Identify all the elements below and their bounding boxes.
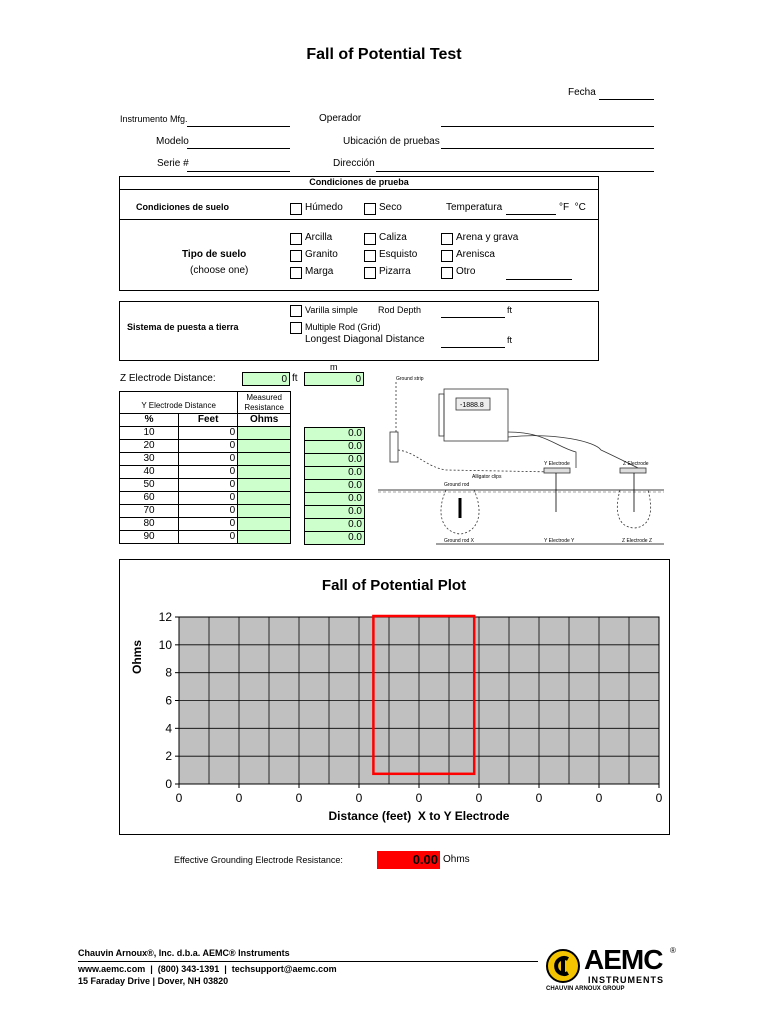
x-tick-label: 0 bbox=[595, 791, 603, 805]
seco-checkbox[interactable] bbox=[364, 203, 376, 215]
modelo-label: Modelo bbox=[156, 136, 189, 147]
x-tick-label: 0 bbox=[475, 791, 483, 805]
pizarra-label: Pizarra bbox=[379, 266, 411, 277]
bottom-y-label: Y Electrode Y bbox=[544, 538, 575, 544]
grounding-label: Sistema de puesta a tierra bbox=[127, 322, 239, 332]
pct-cell: 70 bbox=[120, 505, 179, 518]
meter-value-cell: 0.0 bbox=[305, 480, 365, 493]
fecha-field[interactable] bbox=[599, 99, 654, 100]
otro-label: Otro bbox=[456, 266, 476, 277]
meter-value-cell: 0.0 bbox=[305, 428, 365, 441]
bottom-z-label: Z Electrode Z bbox=[622, 538, 653, 544]
fecha-label: Fecha bbox=[568, 87, 596, 98]
esquisto-label: Esquisto bbox=[379, 249, 418, 260]
aemc-logo bbox=[544, 946, 680, 996]
address-line: 15 Faraday Drive | Dover, NH 03820 bbox=[78, 976, 229, 986]
operador-label: Operador bbox=[319, 113, 362, 124]
x-tick-label: 0 bbox=[355, 791, 363, 805]
pct-cell: 90 bbox=[120, 531, 179, 544]
fall-of-potential-chart bbox=[119, 559, 670, 835]
y-tick-label: 12 bbox=[158, 610, 172, 624]
humedo-checkbox[interactable] bbox=[290, 203, 302, 215]
display-readout: -1888.8 bbox=[460, 402, 484, 409]
rod-depth-label: Rod Depth bbox=[378, 305, 422, 315]
y-tick-label: 2 bbox=[165, 749, 172, 764]
arcilla-label: Arcilla bbox=[305, 232, 333, 243]
z-electrode-head bbox=[620, 468, 646, 473]
conditions-title: Condiciones de prueba bbox=[309, 177, 409, 187]
table-row bbox=[120, 479, 291, 492]
caliza-checkbox[interactable] bbox=[364, 233, 376, 245]
x-tick-label: 0 bbox=[235, 791, 243, 805]
ohms-unit: Ohms bbox=[443, 854, 470, 865]
y-electrode-label: Y Electrode bbox=[544, 461, 570, 467]
measured-header: Measured Resistance bbox=[238, 392, 291, 414]
company-name: Chauvin Arnoux®, Inc. d.b.a. AEMC® Instruments bbox=[78, 948, 290, 958]
table-row bbox=[120, 427, 291, 440]
pct-header: % bbox=[120, 414, 179, 427]
meter-value-cell: 0.0 bbox=[305, 493, 365, 506]
y-tick-label: 10 bbox=[158, 637, 172, 652]
direccion-field[interactable] bbox=[376, 171, 654, 172]
arenisca-checkbox[interactable] bbox=[441, 250, 453, 262]
ohms-input-cell[interactable] bbox=[238, 453, 291, 466]
bottom-x-label: Ground rod X bbox=[444, 538, 475, 544]
arena-checkbox[interactable] bbox=[441, 233, 453, 245]
table-row bbox=[120, 492, 291, 505]
z-lead bbox=[508, 436, 638, 468]
divider bbox=[119, 219, 599, 220]
table-row bbox=[120, 453, 291, 466]
ohms-header: Ohms bbox=[238, 414, 291, 427]
page-title: Fall of Potential Test bbox=[306, 46, 462, 63]
table-row bbox=[305, 506, 365, 519]
table-row bbox=[305, 441, 365, 454]
ohms-input-cell[interactable] bbox=[238, 479, 291, 492]
meter-value-cell: 0.0 bbox=[305, 454, 365, 467]
ohms-input-cell[interactable] bbox=[238, 440, 291, 453]
granito-label: Granito bbox=[305, 249, 338, 260]
tester-terminals bbox=[439, 394, 444, 436]
ubicacion-label: Ubicación de pruebas bbox=[343, 136, 440, 147]
meter-value-cell: 0.0 bbox=[305, 441, 365, 454]
alligator-label: Alligator clips bbox=[472, 474, 502, 480]
arena-label: Arena y grava bbox=[456, 232, 519, 243]
ground-rod-label: Ground rod bbox=[444, 482, 470, 488]
logo-text: AEMC bbox=[584, 944, 663, 975]
pct-cell: 30 bbox=[120, 453, 179, 466]
footer-divider bbox=[78, 961, 538, 962]
feet-header: Feet bbox=[179, 414, 238, 427]
pct-cell: 60 bbox=[120, 492, 179, 505]
seco-label: Seco bbox=[379, 202, 402, 213]
ground-strip-label: Ground strip bbox=[396, 376, 424, 382]
effective-value: 0.00 bbox=[377, 851, 440, 869]
table-row bbox=[120, 531, 291, 544]
granito-checkbox[interactable] bbox=[290, 250, 302, 262]
feet-cell: 0 bbox=[179, 440, 238, 453]
instrumento-label: Instrumento Mfg. bbox=[120, 114, 188, 124]
meter-value-cell: 0.0 bbox=[305, 506, 365, 519]
table-row bbox=[120, 440, 291, 453]
aemc-logo-icon bbox=[546, 949, 580, 983]
diagonal-field[interactable] bbox=[441, 347, 505, 348]
humedo-label: Húmedo bbox=[305, 202, 343, 213]
temperatura-field[interactable] bbox=[506, 214, 556, 215]
direccion-label: Dirección bbox=[333, 158, 375, 169]
feet-cell: 0 bbox=[179, 479, 238, 492]
feet-cell: 0 bbox=[179, 505, 238, 518]
operador-field[interactable] bbox=[441, 126, 654, 127]
temperatura-label: Temperatura bbox=[446, 202, 503, 213]
feet-cell: 0 bbox=[179, 492, 238, 505]
arenisca-label: Arenisca bbox=[456, 249, 495, 260]
meter-value-cell: 0.0 bbox=[305, 467, 365, 480]
feet-cell: 0 bbox=[179, 518, 238, 531]
chart-y-axis-label: Ohms bbox=[130, 639, 144, 675]
table-row bbox=[305, 428, 365, 441]
pct-cell: 40 bbox=[120, 466, 179, 479]
ground-strip bbox=[390, 432, 398, 462]
y-electrode-head bbox=[544, 468, 570, 473]
y-distance-header: Y Electrode Distance bbox=[120, 392, 238, 414]
logo-sub: INSTRUMENTS bbox=[588, 975, 664, 985]
multiple-rod-label: Multiple Rod (Grid) bbox=[305, 322, 381, 332]
temp-units: °F °C bbox=[559, 202, 586, 213]
table-row bbox=[305, 532, 365, 545]
y-tick-label: 4 bbox=[165, 721, 172, 736]
meter-value-cell: 0.0 bbox=[305, 519, 365, 532]
otro-field[interactable] bbox=[506, 279, 572, 280]
m-column bbox=[304, 427, 365, 545]
table-row bbox=[120, 466, 291, 479]
y-tick-label: 8 bbox=[165, 665, 172, 680]
logo-reg: ® bbox=[670, 946, 676, 955]
ohms-input-cell[interactable] bbox=[238, 518, 291, 531]
feet-cell: 0 bbox=[179, 466, 238, 479]
soil-conditions-label: Condiciones de suelo bbox=[136, 202, 230, 212]
logo-group: CHAUVIN ARNOUX GROUP bbox=[546, 986, 625, 992]
x-tick-label: 0 bbox=[295, 791, 303, 805]
ohms-input-cell[interactable] bbox=[238, 466, 291, 479]
marga-label: Marga bbox=[305, 266, 334, 277]
ohms-input-cell[interactable] bbox=[238, 427, 291, 440]
tester-device bbox=[444, 389, 508, 441]
alligator-lead bbox=[398, 450, 556, 472]
ubicacion-field[interactable] bbox=[441, 148, 654, 149]
x-tick-label: 0 bbox=[415, 791, 423, 805]
table-row bbox=[120, 505, 291, 518]
modelo-field[interactable] bbox=[187, 148, 290, 149]
contact-line: www.aemc.com | (800) 343-1391 | techsupport@aemc.com bbox=[78, 964, 337, 974]
marga-checkbox[interactable] bbox=[290, 267, 302, 279]
x-tick-label: 0 bbox=[175, 791, 183, 805]
pct-cell: 20 bbox=[120, 440, 179, 453]
y-electrode-table bbox=[119, 391, 291, 544]
pct-cell: 80 bbox=[120, 518, 179, 531]
choose-one-label: (choose one) bbox=[190, 265, 249, 276]
diagonal-label: Longest Diagonal Distance bbox=[305, 334, 425, 345]
table-row bbox=[305, 519, 365, 532]
y-tick-label: 6 bbox=[165, 693, 172, 708]
feet-cell: 0 bbox=[179, 427, 238, 440]
divider bbox=[119, 189, 599, 190]
otro-checkbox[interactable] bbox=[441, 267, 453, 279]
multiple-rod-checkbox[interactable] bbox=[290, 322, 302, 334]
pct-cell: 50 bbox=[120, 479, 179, 492]
ohms-input-cell[interactable] bbox=[238, 531, 291, 544]
caliza-label: Caliza bbox=[379, 232, 407, 243]
chart-x-axis-label: Distance (feet) X to Y Electrode bbox=[328, 809, 510, 823]
x-tick-label: 0 bbox=[535, 791, 543, 805]
z-distance-label: Z Electrode Distance: bbox=[120, 373, 216, 384]
x-tick-label: 0 bbox=[655, 791, 663, 805]
z-distance-ft-field[interactable]: 0 bbox=[242, 372, 290, 386]
ft-unit: ft bbox=[507, 305, 513, 315]
table-row bbox=[305, 480, 365, 493]
table-row bbox=[305, 467, 365, 480]
y-tick-label: 0 bbox=[165, 777, 172, 791]
arcilla-checkbox[interactable] bbox=[290, 233, 302, 245]
effective-label: Effective Grounding Electrode Resistance: bbox=[174, 855, 343, 865]
m-unit: m bbox=[330, 362, 338, 372]
instrumento-field[interactable] bbox=[187, 126, 290, 127]
single-rod-label: Varilla simple bbox=[305, 305, 358, 315]
chart-title: Fall of Potential Plot bbox=[321, 577, 467, 594]
pizarra-checkbox[interactable] bbox=[364, 267, 376, 279]
z-electrode-label: Z Electrode bbox=[623, 461, 649, 467]
ohms-input-cell[interactable] bbox=[238, 505, 291, 518]
feet-cell: 0 bbox=[179, 531, 238, 544]
single-rod-checkbox[interactable] bbox=[290, 305, 302, 317]
meter-value-cell: 0.0 bbox=[305, 532, 365, 545]
table-row bbox=[305, 493, 365, 506]
serie-field[interactable] bbox=[187, 171, 290, 172]
serie-label: Serie # bbox=[157, 158, 189, 169]
ohms-input-cell[interactable] bbox=[238, 492, 291, 505]
table-row bbox=[305, 454, 365, 467]
z-distance-m-field[interactable]: 0 bbox=[304, 372, 364, 386]
table-row bbox=[120, 518, 291, 531]
electrode-diagram bbox=[376, 372, 666, 554]
feet-cell: 0 bbox=[179, 453, 238, 466]
esquisto-checkbox[interactable] bbox=[364, 250, 376, 262]
ft-unit: ft bbox=[292, 373, 298, 384]
soil-type-label: Tipo de suelo bbox=[182, 249, 247, 260]
ft-unit: ft bbox=[507, 335, 513, 345]
pct-cell: 10 bbox=[120, 427, 179, 440]
rod-depth-field[interactable] bbox=[441, 317, 505, 318]
